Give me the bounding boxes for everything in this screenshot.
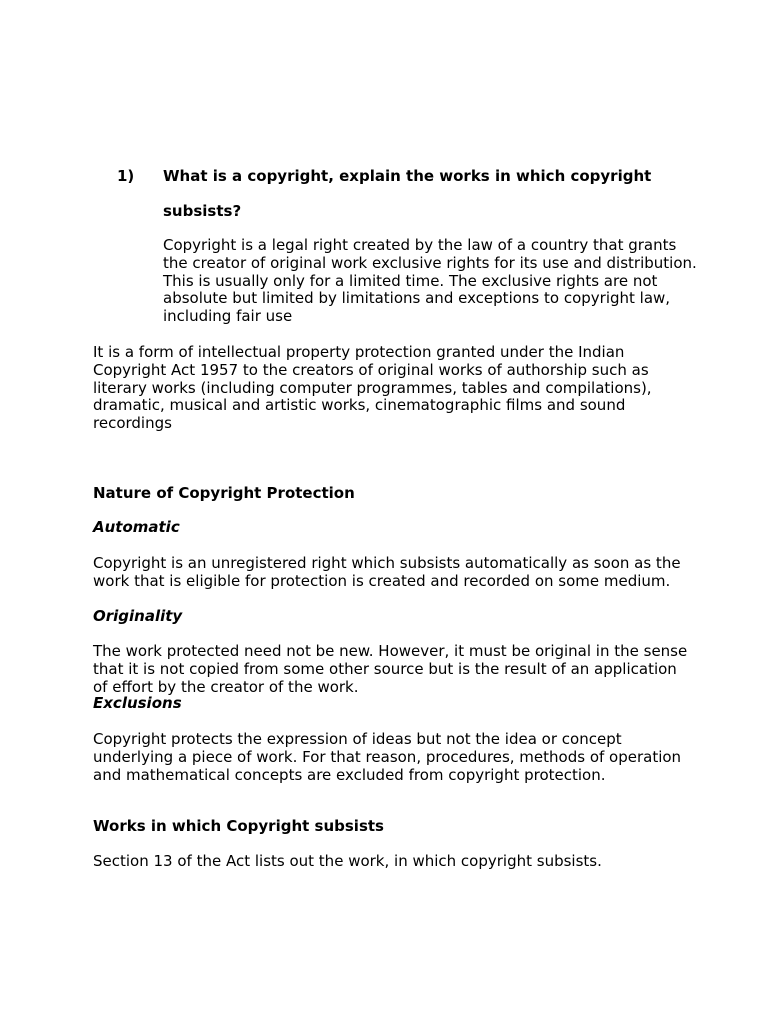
automatic-paragraph: Copyright is an unregistered right which subsists automatically as soon as the work that is eligible for protection is created and recorded on some medium. bbox=[93, 554, 681, 590]
originality-paragraph: The work protected need not be new. However, it must be original in the sense that it is not copied from some other source but is the result of an application of effort by the creator of the work. bbox=[93, 642, 688, 696]
answer-intro-paragraph: Copyright is a legal right created by the law of a country that grants the creator of original work exclusive rights for its use and distribution. This is usually only for a limited time. The exclusive rights are not absolute but limited by limitations and exceptions to copyright law, including fair use bbox=[163, 236, 697, 326]
question-title-continuation: subsists? bbox=[163, 202, 242, 220]
works-section-paragraph: Section 13 of the Act lists out the work, in which copyright subsists. bbox=[93, 852, 602, 870]
exclusions-paragraph: Copyright protects the expression of ideas but not the idea or concept underlying a piece of work. For that reason, procedures, methods of operation and mathematical concepts are excluded from copyright protection. bbox=[93, 730, 682, 784]
works-section-heading: Works in which Copyright subsists bbox=[93, 817, 384, 835]
intro-paragraph: It is a form of intellectual property protection granted under the Indian Copyright Act 1957 to the creators of original works of authorship such as literary works (including computer programmes, tables and compilations), dramatic, musical and artistic works, cinematographic films and sound recordings bbox=[93, 343, 652, 433]
nature-section-heading: Nature of Copyright Protection bbox=[93, 484, 355, 502]
originality-heading: Originality bbox=[93, 607, 183, 625]
automatic-heading: Automatic bbox=[93, 518, 180, 536]
exclusions-heading: Exclusions bbox=[93, 694, 182, 712]
question-number: 1) bbox=[117, 167, 135, 185]
question-title: What is a copyright, explain the works in which copyright bbox=[163, 167, 652, 185]
